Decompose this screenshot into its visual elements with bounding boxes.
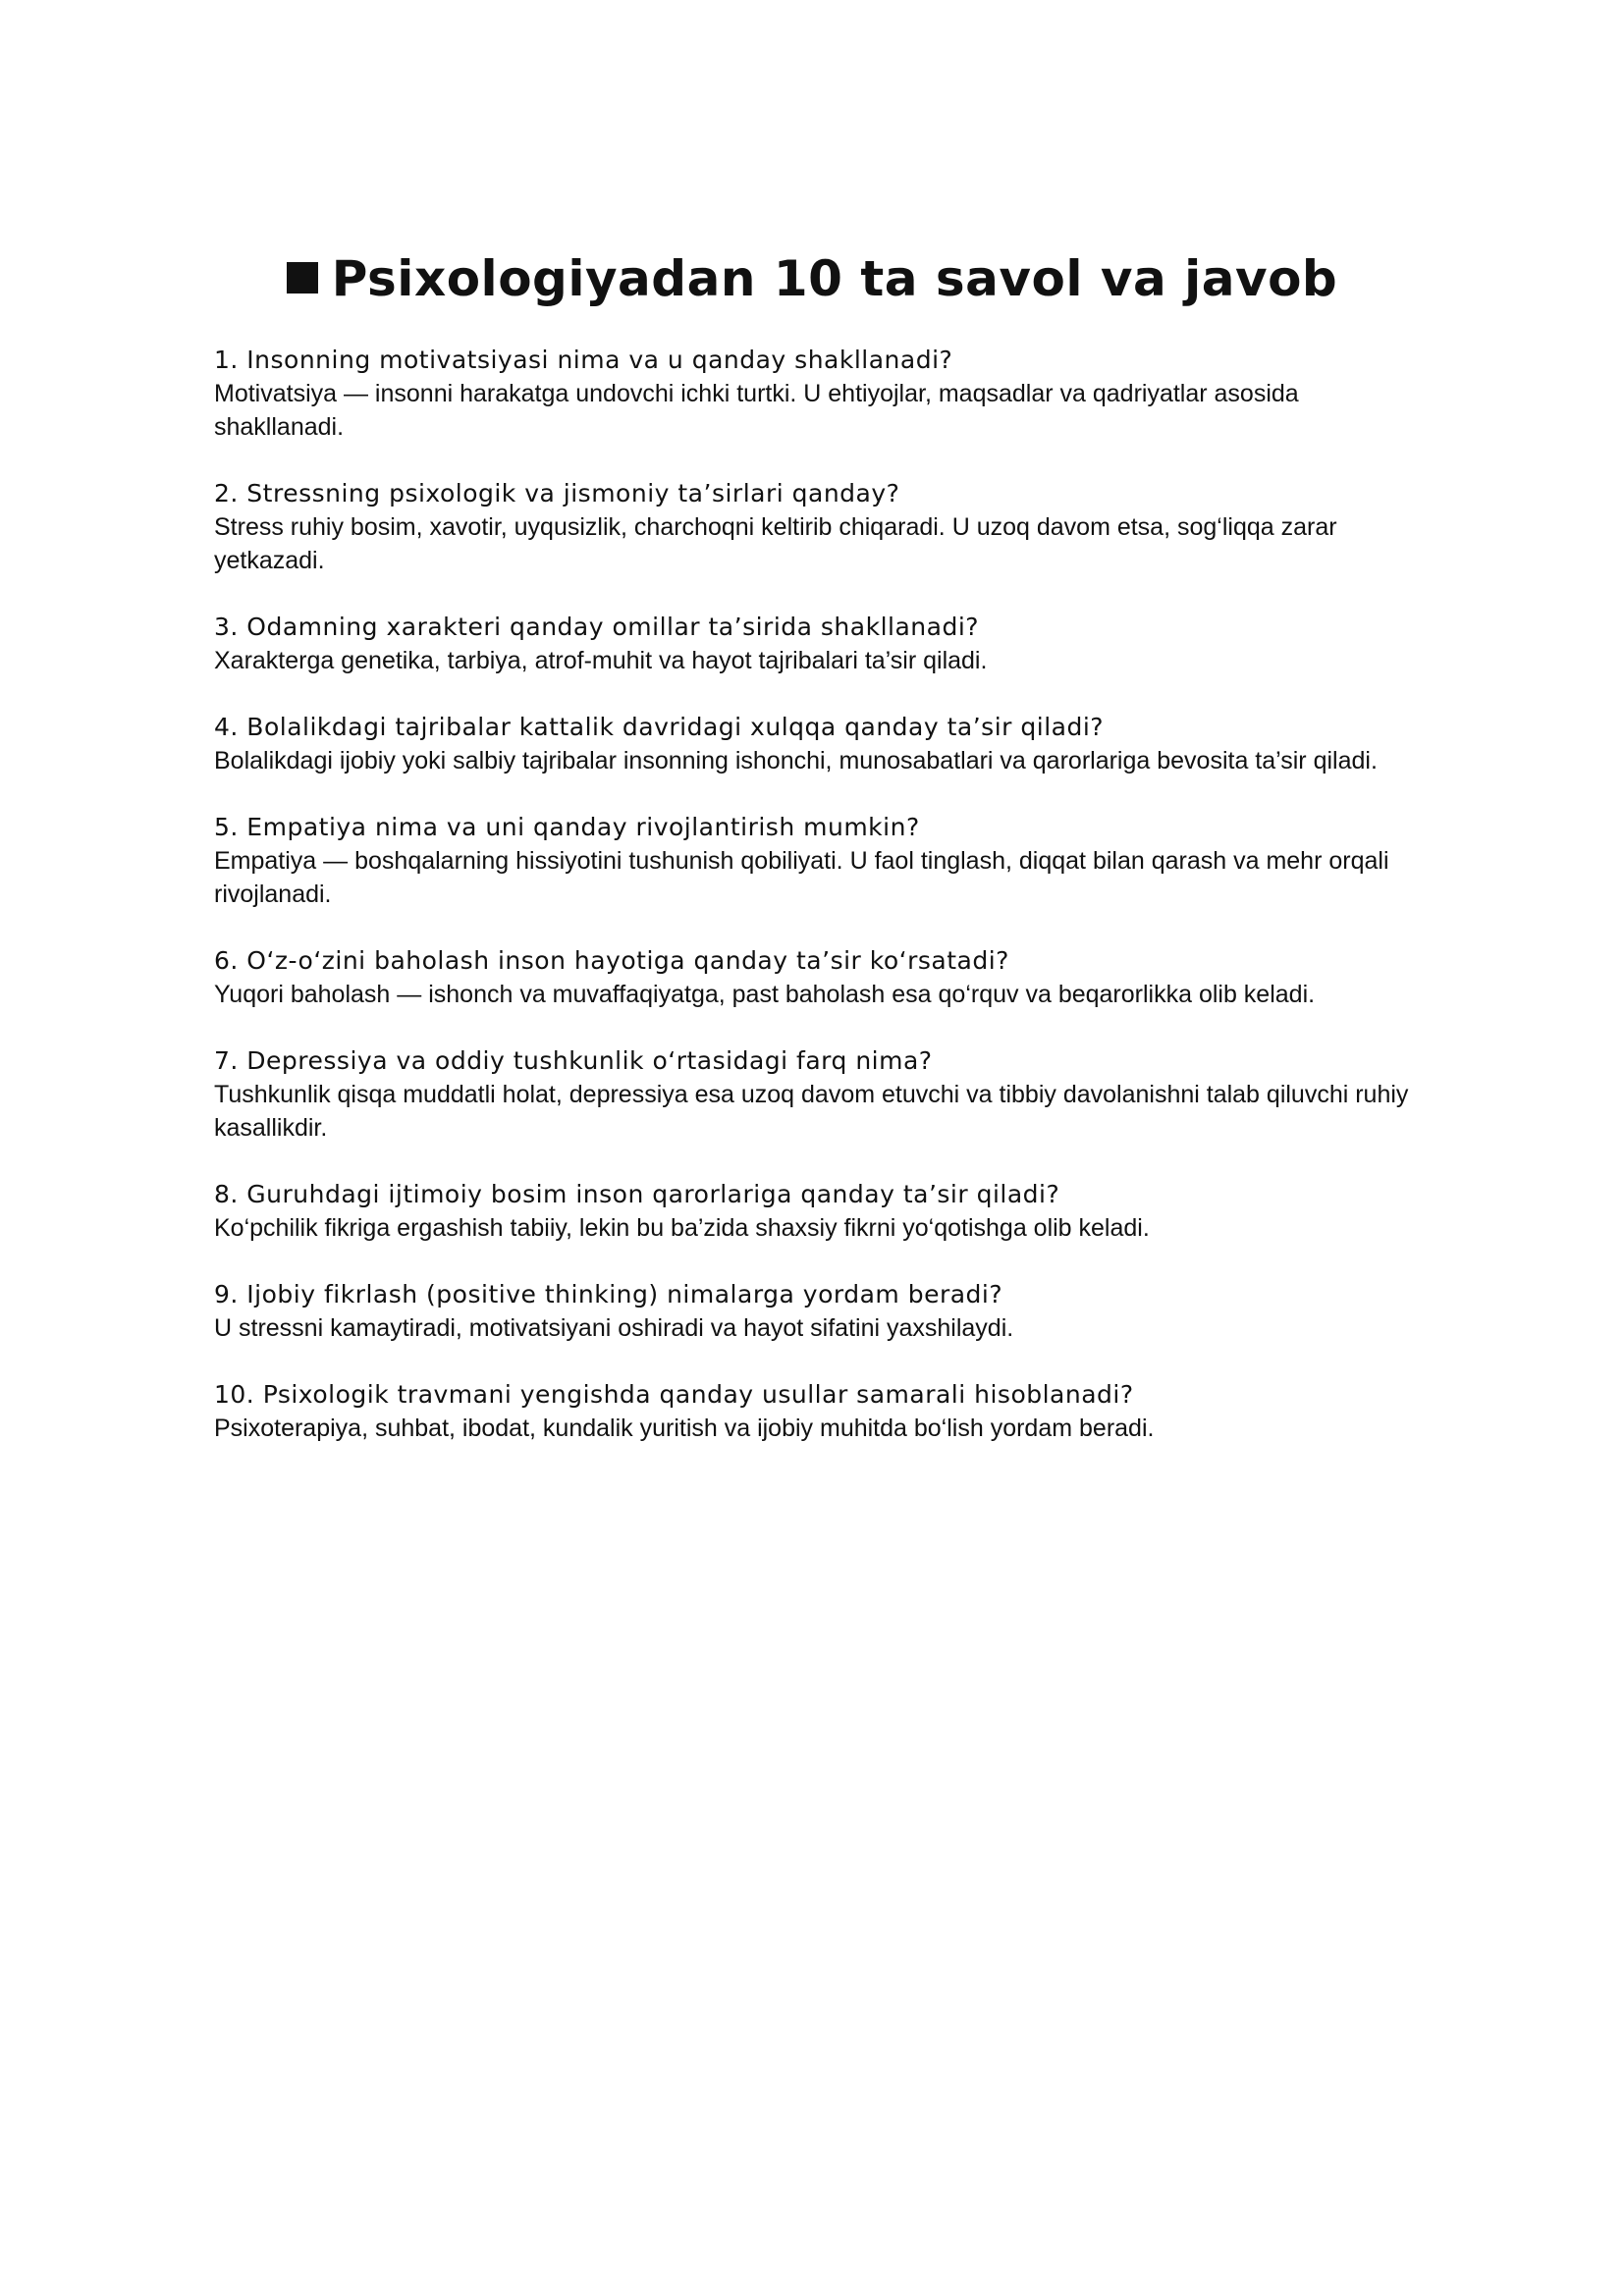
qa-item-5 xyxy=(214,811,1412,911)
qa-item-10 xyxy=(214,1378,1412,1445)
answer-3: Xarakterga genetika, tarbiya, atrof-muhit va hayot tajribalari ta’sir qiladi. xyxy=(214,647,988,674)
qa-item-2 xyxy=(214,477,1412,577)
question-9: 9. Ijobiy fikrlash (positive thinking) nimalarga yordam beradi? xyxy=(214,1280,1003,1308)
answer-6: Yuqori baholash — ishonch va muvaffaqiyatga, past baholash esa qo‘rquv va beqarorlikka olib keladi. xyxy=(214,981,1316,1008)
answer-8: Ko‘pchilik fikriga ergashish tabiiy, lekin bu ba’zida shaxsiy fikrni yo‘qotishga olib keladi. xyxy=(214,1214,1150,1242)
qa-item-7 xyxy=(214,1044,1412,1145)
black-square-icon xyxy=(287,262,318,294)
answer-10: Psixoterapiya, suhbat, ibodat, kundalik yuritish va ijobiy muhitda bo‘lish yordam beradi. xyxy=(214,1415,1155,1442)
qa-item-4 xyxy=(214,711,1412,777)
question-10: 10. Psixologik travmani yengishda qanday usullar samarali hisoblanadi? xyxy=(214,1380,1134,1409)
qa-item-1 xyxy=(214,344,1412,444)
question-8: 8. Guruhdagi ijtimoiy bosim inson qarorlariga qanday ta’sir qiladi? xyxy=(214,1180,1060,1208)
question-3: 3. Odamning xarakteri qanday omillar ta’sirida shakllanadi? xyxy=(214,613,980,641)
question-1: 1. Insonning motivatsiyasi nima va u qanday shakllanadi? xyxy=(214,346,953,374)
qa-item-6 xyxy=(214,944,1412,1011)
question-7: 7. Depressiya va oddiy tushkunlik o‘rtasidagi farq nima? xyxy=(214,1046,933,1075)
answer-9: U stressni kamaytiradi, motivatsiyani oshiradi va hayot sifatini yaxshilaydi. xyxy=(214,1314,1014,1342)
question-5: 5. Empatiya nima va uni qanday rivojlantirish mumkin? xyxy=(214,813,920,841)
answer-7: Tushkunlik qisqa muddatli holat, depressiya esa uzoq davom etuvchi va tibbiy davolanishni talab qiluvchi ruhiy kasallikdir. xyxy=(214,1081,1409,1142)
question-2: 2. Stressning psixologik va jismoniy ta’sirlari qanday? xyxy=(214,479,900,507)
qa-item-9 xyxy=(214,1278,1412,1345)
qa-item-8 xyxy=(214,1178,1412,1245)
question-6: 6. O‘z-o‘zini baholash inson hayotiga qanday ta’sir ko‘rsatadi? xyxy=(214,946,1009,975)
answer-1: Motivatsiya — insonni harakatga undovchi ichki turtki. U ehtiyojlar, maqsadlar va qadriyatlar asosida shakllanadi. xyxy=(214,380,1299,441)
answer-4: Bolalikdagi ijobiy yoki salbiy tajribalar insonning ishonchi, munosabatlari va qarorlariga bevosita ta’sir qiladi. xyxy=(214,747,1378,774)
document-title xyxy=(0,243,1624,314)
answer-5: Empatiya — boshqalarning hissiyotini tushunish qobiliyati. U faol tinglash, diqqat bilan qarash va mehr orqali rivojlanadi. xyxy=(214,847,1389,908)
qa-item-3 xyxy=(214,611,1412,677)
document-title-text: Psixologiyadan 10 ta savol va javob xyxy=(331,249,1338,307)
question-answer-list xyxy=(214,344,1412,1478)
answer-2: Stress ruhiy bosim, xavotir, uyqusizlik, charchoqni keltirib chiqaradi. U uzoq davom etsa, sog‘liqqa zarar yetkazadi. xyxy=(214,513,1337,574)
question-4: 4. Bolalikdagi tajribalar kattalik davridagi xulqqa qanday ta’sir qiladi? xyxy=(214,713,1105,741)
